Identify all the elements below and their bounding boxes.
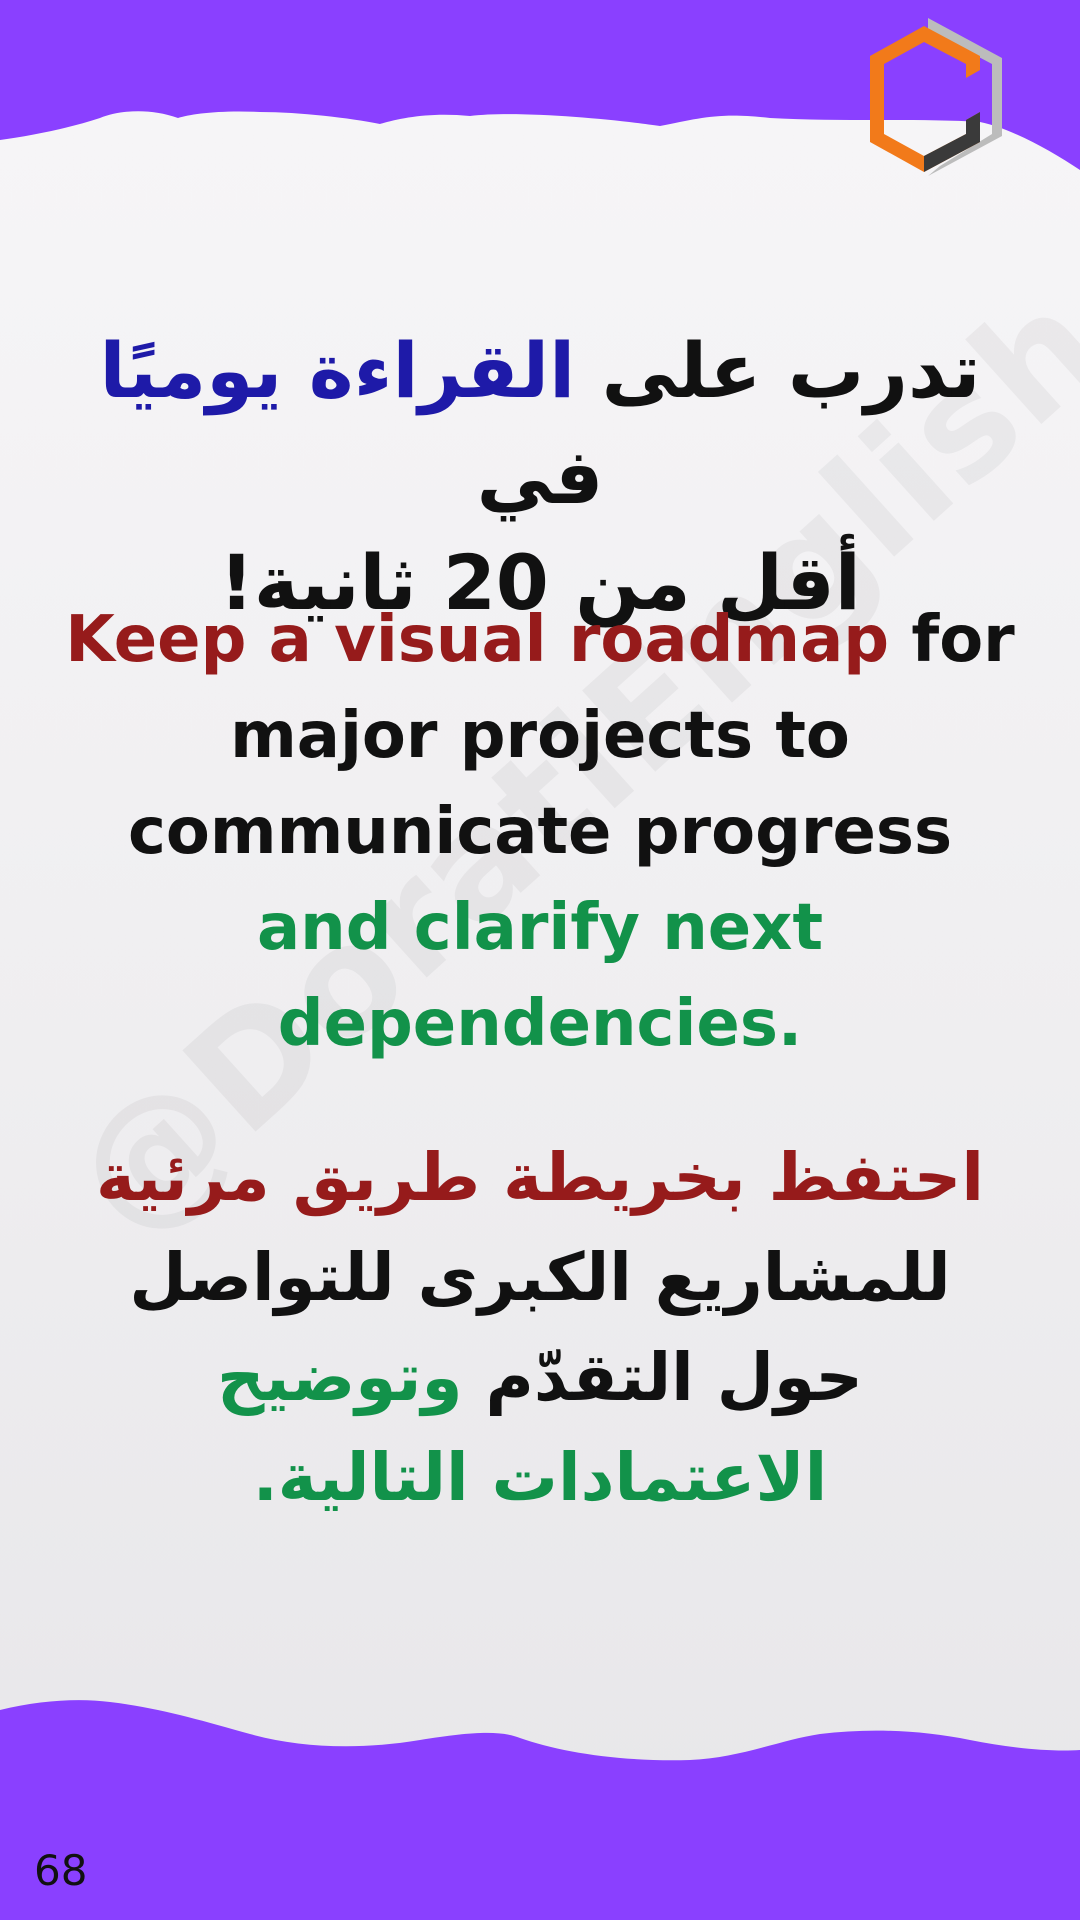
english-sentence xyxy=(50,592,1030,1072)
headline-line2: أقل من 20 ثانية! xyxy=(219,538,861,627)
headline-part1: تدرب على xyxy=(575,326,981,415)
headline-part2: في xyxy=(476,432,604,521)
logo-text: DE xyxy=(899,81,951,122)
de-logo xyxy=(862,16,1010,186)
arabic-body: للمشاريع الكبرى للتواصل حول التقدّم xyxy=(129,1239,951,1416)
page-number: 68 xyxy=(34,1846,88,1895)
arabic-highlight-green: وتوضيح الاعتمادات التالية. xyxy=(217,1339,828,1516)
english-highlight-red: Keep a visual roadmap xyxy=(65,603,890,677)
english-highlight-green: and clarify next dependencies. xyxy=(256,891,824,1061)
headline xyxy=(50,318,1030,636)
arabic-translation xyxy=(50,1128,1030,1528)
english-body: for major projects to communicate progress xyxy=(127,603,1015,869)
arabic-highlight-red: احتفظ بخريطة طريق مرئية xyxy=(96,1139,984,1216)
bottom-wave-shape xyxy=(0,1700,1080,1920)
bottom-wave-banner xyxy=(0,1690,1080,1920)
headline-highlight: القراءة يوميًا xyxy=(99,326,576,415)
